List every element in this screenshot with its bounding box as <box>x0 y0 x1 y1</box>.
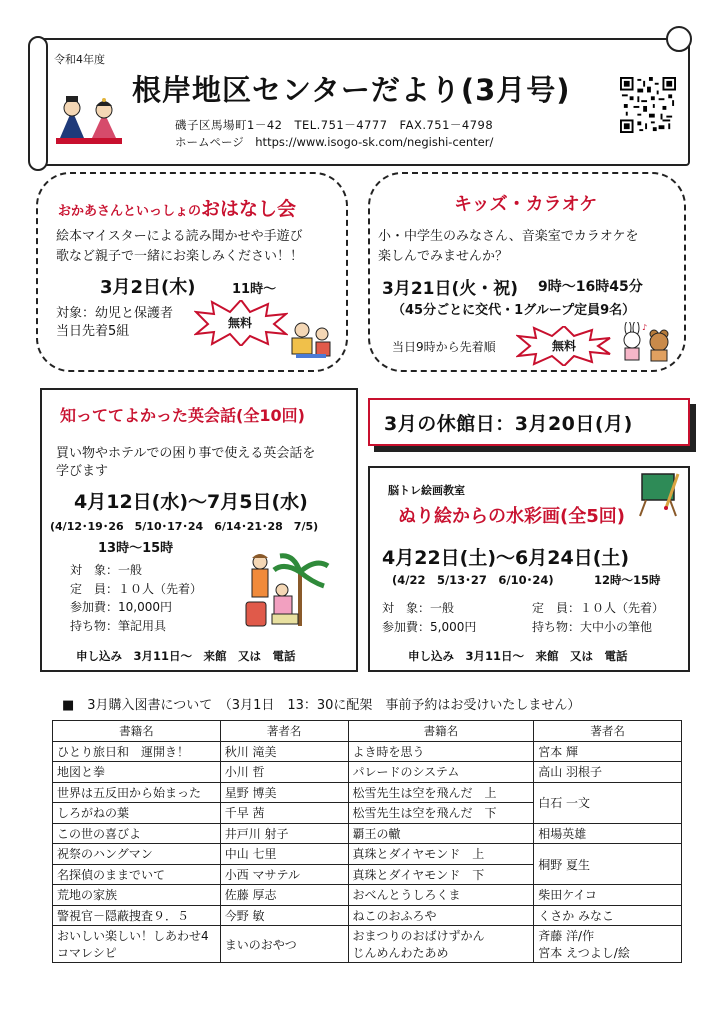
book-title: ねこのおふろや <box>348 905 534 926</box>
book-title: 世界は五反田から始まった <box>53 782 221 803</box>
col-header-author-left: 著者名 <box>220 721 348 742</box>
karaoke-title: キッズ・カラオケ <box>454 194 598 215</box>
book-title: パレードのシステム <box>348 762 534 783</box>
book-title: おべんとうしろくま <box>348 885 534 906</box>
book-author: 井戸川 射子 <box>220 823 348 844</box>
ohanashi-desc-1: 絵本マイスターによる読み聞かせや手遊び <box>56 229 303 244</box>
watercolor-info-capacity: 定 員：１０人（先着） <box>532 601 665 615</box>
watercolor-info-target: 対 象：一般 <box>382 601 455 615</box>
book-author: 斉藤 洋/作 宮本 えつよし/絵 <box>534 926 682 963</box>
book-author: 星野 博美 <box>220 782 348 803</box>
traveler-palm-tree-illustration <box>236 552 332 630</box>
book-title: 松雪先生は空を飛んだ 上 <box>348 782 534 803</box>
table-row <box>53 885 682 906</box>
ohanashi-title-small: おかあさんといっしょの <box>58 204 202 219</box>
english-info-target: 対 象：一般 <box>70 563 143 577</box>
book-author: 柴田ケイコ <box>534 885 682 906</box>
karaoke-desc-1: 小・中学生のみなさん、音楽室でカラオケを <box>378 229 639 244</box>
scroll-left-roll <box>28 36 48 171</box>
book-author: 桐野 夏生 <box>534 844 682 885</box>
ohanashi-title-big: おはなし会 <box>201 198 297 220</box>
ohanashi-first-come: 当日先着5組 <box>56 324 130 339</box>
watercolor-period: 4月22日(土)～6月24日(土) <box>382 547 630 569</box>
watercolor-time: 12時～15時 <box>594 573 661 587</box>
english-desc-1: 買い物やホテルでの困り事で使える英会話を <box>56 446 316 461</box>
book-author: 秋川 滝美 <box>220 741 348 762</box>
book-title: 警視官－隠蔽捜査９．５ <box>53 905 221 926</box>
table-row <box>53 905 682 926</box>
watercolor-title: ぬり絵からの水彩画(全5回) <box>398 506 625 527</box>
table-row <box>53 844 682 865</box>
english-info-fee: 参加費：10,000円 <box>70 600 172 614</box>
english-apply: 申し込み 3月11日～ 来館 又は 電話 <box>76 649 296 663</box>
english-dates: (4/12･19･26 5/10･17･24 6/14･21･28 7/5) <box>50 520 319 533</box>
watercolor-info-right <box>532 599 664 637</box>
book-title: しろがねの葉 <box>53 803 221 824</box>
english-time: 13時～15時 <box>98 541 174 556</box>
book-author: 今野 敏 <box>220 905 348 926</box>
book-author: 白石 一文 <box>534 782 682 823</box>
books-heading: ■ 3月購入図書について （3月1日 13：30に配架 事前予約はお受けいたしません） <box>62 698 581 713</box>
closed-day-text: 3月の休館日：3月20日(月) <box>384 413 633 435</box>
english-desc-2: 学びます <box>56 464 109 479</box>
book-title: 名探偵のままでいて <box>53 864 221 885</box>
address-line: 磯子区馬場町1－42 TEL.751－4777 FAX.751－4798 <box>175 118 494 132</box>
col-header-title-right: 書籍名 <box>348 721 534 742</box>
fiscal-year: 令和4年度 <box>54 53 105 66</box>
book-title: 地図と拳 <box>53 762 221 783</box>
book-title: ひとり旅日和 運開き！ <box>53 741 221 762</box>
book-author: 小西 マサテル <box>220 864 348 885</box>
karaoke-date: 3月21日(火・祝) <box>382 279 519 299</box>
watercolor-info-left <box>382 599 476 637</box>
karaoke-desc-2: 楽しんでみませんか？ <box>378 249 509 264</box>
homepage-link[interactable]: ホームページ https://www.isogo-sk.com/negishi-center/ <box>175 135 494 149</box>
col-header-author-right: 著者名 <box>534 721 682 742</box>
book-author: 中山 七里 <box>220 844 348 865</box>
table-row <box>53 782 682 803</box>
watercolor-apply: 申し込み 3月11日～ 来館 又は 電話 <box>408 649 628 663</box>
scroll-right-roll <box>666 26 692 52</box>
book-title: 松雪先生は空を飛んだ 下 <box>348 803 534 824</box>
ohanashi-title <box>58 194 296 221</box>
watercolor-dates: (4/22 5/13･27 6/10･24) <box>392 573 554 587</box>
karaoke-free-label: 無料 <box>552 339 577 353</box>
table-row <box>53 926 682 963</box>
table-row <box>53 823 682 844</box>
ohanashi-target: 対象：幼児と保護者 <box>56 306 174 321</box>
children-reading-illustration <box>288 318 334 362</box>
book-title: この世の喜びよ <box>53 823 221 844</box>
book-title: おいしい楽しい！しあわせ4コマレシピ <box>53 926 221 963</box>
book-title: よき時を思う <box>348 741 534 762</box>
karaoke-first-come: 当日9時から先着順 <box>392 340 496 354</box>
english-info <box>70 561 202 635</box>
book-author: 小川 哲 <box>220 762 348 783</box>
karaoke-note: （45分ごとに交代・1グループ定員9名） <box>392 303 636 318</box>
col-header-title-left: 書籍名 <box>53 721 221 742</box>
english-info-bring: 持ち物：筆記用具 <box>70 618 167 633</box>
book-author: 宮本 輝 <box>534 741 682 762</box>
easel-brush-illustration <box>636 470 684 518</box>
karaoke-time: 9時～16時45分 <box>538 279 643 295</box>
english-title: 知っててよかった英会話(全10回) <box>60 406 305 425</box>
book-title: 祝祭のハングマン <box>53 844 221 865</box>
table-row <box>53 762 682 783</box>
watercolor-info-fee: 参加費：5,000円 <box>382 620 477 634</box>
english-period: 4月12日(水)～7月5日(水) <box>74 491 308 513</box>
book-author: 相場英雄 <box>534 823 682 844</box>
book-title: おまつりのおばけずかん じんめんわたあめ <box>348 926 534 963</box>
book-title: 覇王の轍 <box>348 823 534 844</box>
book-title: 真珠とダイヤモンド 下 <box>348 864 534 885</box>
book-author: まいのおやつ <box>220 926 348 963</box>
book-title: 荒地の家族 <box>53 885 221 906</box>
books-table-header <box>53 721 682 742</box>
book-author: 高山 羽根子 <box>534 762 682 783</box>
ohanashi-desc-2: 歌など親子で一緒にお楽しみください！！ <box>56 249 304 264</box>
book-author: 千早 茜 <box>220 803 348 824</box>
svg-text:♪: ♪ <box>642 323 648 332</box>
ohanashi-date: 3月2日(木) <box>100 277 196 298</box>
english-info-capacity: 定 員：１０人（先着） <box>70 581 203 596</box>
books-table <box>52 720 682 963</box>
watercolor-info-bring: 持ち物：大中小の筆他 <box>532 620 653 634</box>
book-title: 真珠とダイヤモンド 上 <box>348 844 534 865</box>
watercolor-subtitle: 脳トレ絵画教室 <box>388 484 465 497</box>
ohanashi-time: 11時～ <box>232 282 277 297</box>
book-author: 佐藤 厚志 <box>220 885 348 906</box>
page-title: 根岸地区センターだより(3月号) <box>132 73 571 107</box>
hina-dolls-illustration <box>54 88 124 148</box>
qr-code-image[interactable] <box>620 77 676 133</box>
book-author: くさか みなこ <box>534 905 682 926</box>
rabbit-bear-singing-illustration <box>614 322 674 364</box>
ohanashi-free-label: 無料 <box>228 316 253 330</box>
table-row <box>53 741 682 762</box>
